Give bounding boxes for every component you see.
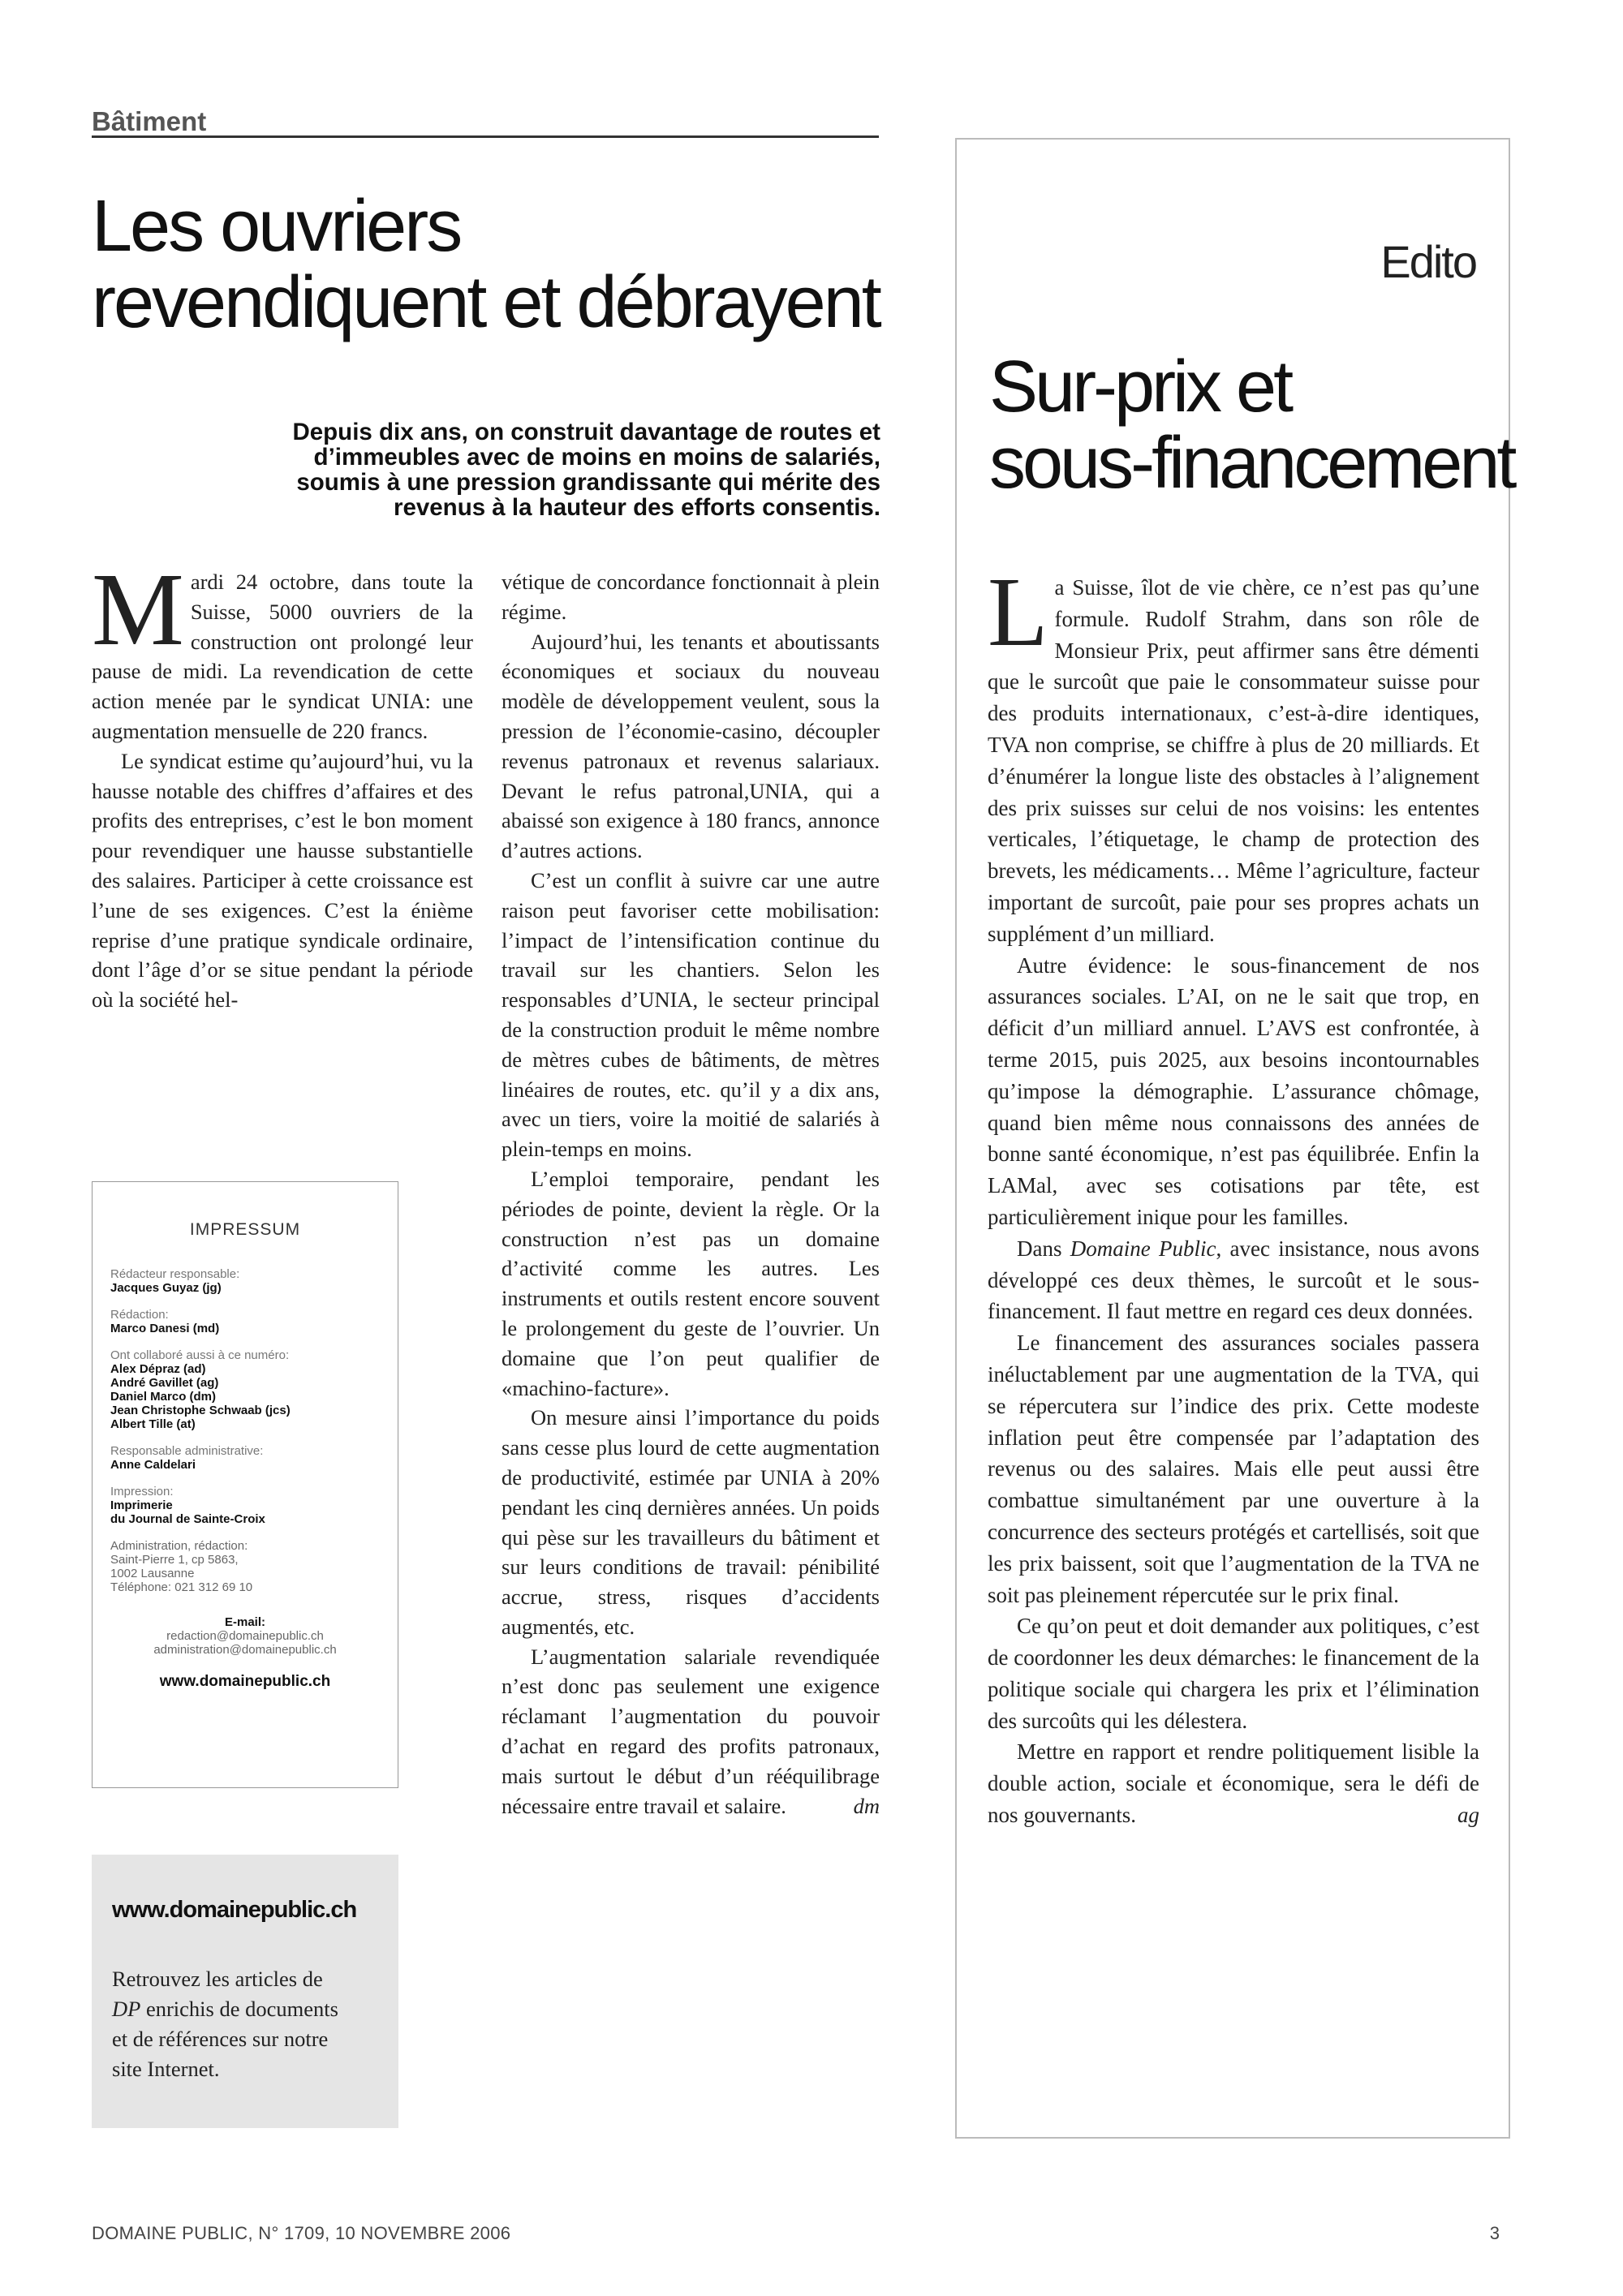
impressum-value: Jacques Guyaz (jg): [110, 1281, 222, 1295]
edito-paragraph: [988, 1233, 1479, 1327]
promo-text: enrichis de documents: [140, 1997, 338, 2021]
footer-publication: DOMAINE PUBLIC, N° 1709, 10 NOVEMBRE 2006: [92, 2223, 511, 2243]
impressum-value: Albert Tille (at): [110, 1417, 196, 1431]
promo-line: Retrouvez les articles de: [112, 1967, 323, 1991]
impressum-label: Responsable administrative:: [110, 1444, 264, 1458]
website-promo-box: [92, 1855, 398, 2128]
impressum-website[interactable]: www.domainepublic.ch: [159, 1673, 331, 1690]
impressum-value: Anne Caldelari: [110, 1458, 196, 1472]
article-paragraph: Aujourd’hui, les tenants et aboutissants économiques et sociaux du nouveau modèle de développement veulent, sous la pression de l’économie-casino, découpler revenus patronaux et revenus salariaux. Devant le refus patronal,UNIA, qui a abaissé son exigence à 180 francs, annonce d’autres actions.: [502, 629, 880, 863]
paragraph-text: , avec insistance, nous avons développé ces deux thèmes, le surcoût et le sous-financement. Il faut mettre en regard ces deux données.: [988, 1236, 1479, 1324]
edito-paragraph: Autre évidence: le sous-financement de nos assurances sociales. L’AI, on ne le sait que trop, en déficit d’un milliard annuel. L’AVS est confrontée, à terme 2015, puis 2025, aux besoins incontournables qu’impose la démographie. L’assurance chômage, quand bien même nous connaissons des années de bonne santé économique, n’est pas équilibrée. Enfin la LAMal, avec ses cotisations par tête, est particulièrement inique pour les familles.: [988, 952, 1479, 1229]
page-number: 3: [1489, 2223, 1500, 2243]
impressum-label: Ont collaboré aussi à ce numéro:: [110, 1348, 290, 1362]
article-paragraph: [502, 1642, 880, 1821]
promo-line: [112, 1994, 378, 2024]
edito-title-line: sous-financement: [989, 423, 1514, 504]
impressum-address: Téléphone: 021 312 69 10: [110, 1580, 253, 1594]
paragraph-text: a Suisse, îlot de vie chère, ce n’est pas qu’une formule. Rudolf Strahm, dans son rôle de Monsieur Prix, peut affirmer sans être démenti que le surcoût que paie le consommateur suisse pour des produits internationaux, c’est-à-dire identiques, TVA non comprise, se chiffre à plus de 20 milliards. Et d’énumérer la longue liste des obstacles à l’alignement des prix suisses sur celui de nos voisins: les ententes verticales, l’étiquetage, le champ de protection des brevets, les médicaments… Même l’agriculture, facteur important de surcoût, paie pour ses propres achats un supplément d’un milliard.: [988, 575, 1479, 946]
promo-line: et de références sur notre: [112, 2027, 329, 2051]
website-promo-text: [112, 1964, 378, 2084]
lead-line: Depuis dix ans, on construit davantage de routes et: [292, 419, 880, 445]
edito-title-line: Sur-prix et: [989, 346, 1291, 428]
edito-paragraph: Le financement des assurances sociales passera inéluctablement par une augmentation de la TVA, qui se répercutera sur l’indice des prix. Cette modeste inflation peut être compensée par l’adaptation des revenus ou des salaires. Mais elle peut aussi être combattue simultanément par une ouverture à la concurrence des secteurs protégés et cartellisés, soit que les prix baissent, soit que l’augmentation de la TVA ne soit pas pleinement répercutée sur le prix final.: [988, 1331, 1479, 1607]
paragraph-text: Mettre en rapport et rendre politiquement lisible la double action, sociale et économique, sera le défi de nos gouvernants.: [988, 1739, 1479, 1828]
impressum-label: Rédacteur responsable:: [110, 1267, 240, 1281]
edito-paragraph: [988, 1736, 1479, 1830]
article-paragraph: vétique de concordance fonctionnait à plein régime.: [502, 570, 880, 624]
impressum-value: du Journal de Sainte-Croix: [110, 1512, 265, 1526]
article-title: [92, 188, 887, 341]
paragraph-em: Domaine Public: [1070, 1236, 1216, 1261]
edito-paragraph: Ce qu’on peut et doit demander aux politiques, c’est de coordonner les deux démarches: le financement de la politique sociale qui chargera les prix et l’élimination des surcoûts qui les délestera.: [988, 1614, 1479, 1733]
article-paragraph: [92, 552, 473, 746]
lead-line: revenus à la hauteur des efforts consentis.: [393, 494, 880, 521]
edito-label: Edito: [1380, 236, 1476, 287]
website-promo-title[interactable]: www.domainepublic.ch: [112, 1897, 357, 1923]
paragraph-text: Dans: [1017, 1236, 1070, 1261]
drop-cap: L: [988, 557, 1048, 667]
edito-signature: ag: [1457, 1803, 1479, 1828]
impressum-address: Administration, rédaction:: [110, 1539, 248, 1553]
article-title-line: Les ouvriers: [92, 186, 461, 267]
impressum-value: Imprimerie: [110, 1498, 173, 1512]
promo-em: DP: [112, 1997, 141, 2021]
article-signature: dm: [853, 1793, 880, 1818]
impressum-value: Jean Christophe Schwaab (jcs): [110, 1404, 291, 1417]
paragraph-text: ardi 24 octobre, dans toute la Suisse, 5000 ouvriers de la construction ont prolongé leur pause de midi. La revendication de cette action menée par le syndicat UNIA: une augmentation mensuelle de 220 francs.: [92, 570, 473, 743]
impressum-value: Alex Dépraz (ad): [110, 1362, 206, 1376]
article-paragraph: L’emploi temporaire, pendant les périodes de pointe, devient la règle. Or la construction n’est pas un domaine d’activité comme les autres. Les instruments et outils restent encore souvent le prolongement du geste de l’ouvrier. Un domaine que l’on peut qualifier de «machino-facture».: [502, 1166, 880, 1400]
impressum-title: IMPRESSUM: [189, 1220, 301, 1239]
impressum-value: Marco Danesi (md): [110, 1322, 220, 1335]
impressum-address: 1002 Lausanne: [110, 1567, 195, 1580]
impressum-box: [92, 1181, 398, 1788]
lead-line: soumis à une pression grandissante qui mérite des: [296, 469, 880, 496]
impressum-email[interactable]: redaction@domainepublic.ch: [166, 1629, 324, 1643]
section-label: Bâtiment: [92, 105, 879, 138]
article-column-1: [92, 552, 473, 1015]
article-lead: [122, 419, 880, 520]
edito-paragraph: [988, 557, 1479, 950]
lead-line: d’immeubles avec de moins en moins de salariés,: [313, 444, 880, 471]
impressum-email-label: E-mail:: [224, 1615, 265, 1629]
impressum-value: Daniel Marco (dm): [110, 1390, 217, 1404]
article-title-line: revendiquent et débrayent: [92, 262, 880, 343]
drop-cap: M: [92, 552, 184, 667]
edito-box: [955, 138, 1514, 2139]
article-paragraph: Le syndicat estime qu’aujourd’hui, vu la hausse notable des chiffres d’affaires et des profits des entreprises, c’est le bon moment pour revendiquer une hausse substantielle des salaires. Participer à cette croissance est l’une de ses exigences. C’est la énième reprise d’une pratique syndicale ordinaire, dont l’âge d’or se situe pendant la période où la société hel-: [92, 748, 473, 1013]
impressum-address: Saint-Pierre 1, cp 5863,: [110, 1553, 239, 1567]
impressum-label: Impression:: [110, 1485, 174, 1498]
impressum-email[interactable]: administration@domainepublic.ch: [153, 1643, 337, 1657]
promo-line: site Internet.: [112, 2057, 220, 2081]
article-paragraph: On mesure ainsi l’importance du poids sans cesse plus lourd de cette augmentation de productivité, estimée par UNIA à 20% pendant les cinq dernières années. Un poids qui pèse sur les travailleurs du bâtiment et sur leurs conditions de travail: pénibilité accrue, stress, risques d’accidents augmentés, etc.: [502, 1405, 880, 1639]
edito-body: [988, 557, 1479, 1831]
impressum-label: Rédaction:: [110, 1308, 169, 1322]
impressum-value: André Gavillet (ag): [110, 1376, 219, 1390]
edito-title: [989, 346, 1514, 504]
article-paragraph: C’est un conflit à suivre car une autre raison peut favoriser cette mobilisation: l’impact de l’intensification continue du travail sur les chantiers. Selon les responsables d’UNIA, le secteur principal de la construction produit le même nombre de mètres cubes de bâtiments, de mètres linéaires de routes, etc. qu’il y a dix ans, avec un tiers, voire la moitié de salariés à plein-temps en moins.: [502, 867, 880, 1162]
article-column-2: [502, 567, 880, 1821]
paragraph-text: L’augmentation salariale revendiquée n’est donc pas seulement une exigence réclamant l’augmentation du pouvoir d’achat en regard des profits patronaux, mais surtout le début d’un rééquilibrage nécessaire entre travail et salaire.: [502, 1644, 880, 1818]
